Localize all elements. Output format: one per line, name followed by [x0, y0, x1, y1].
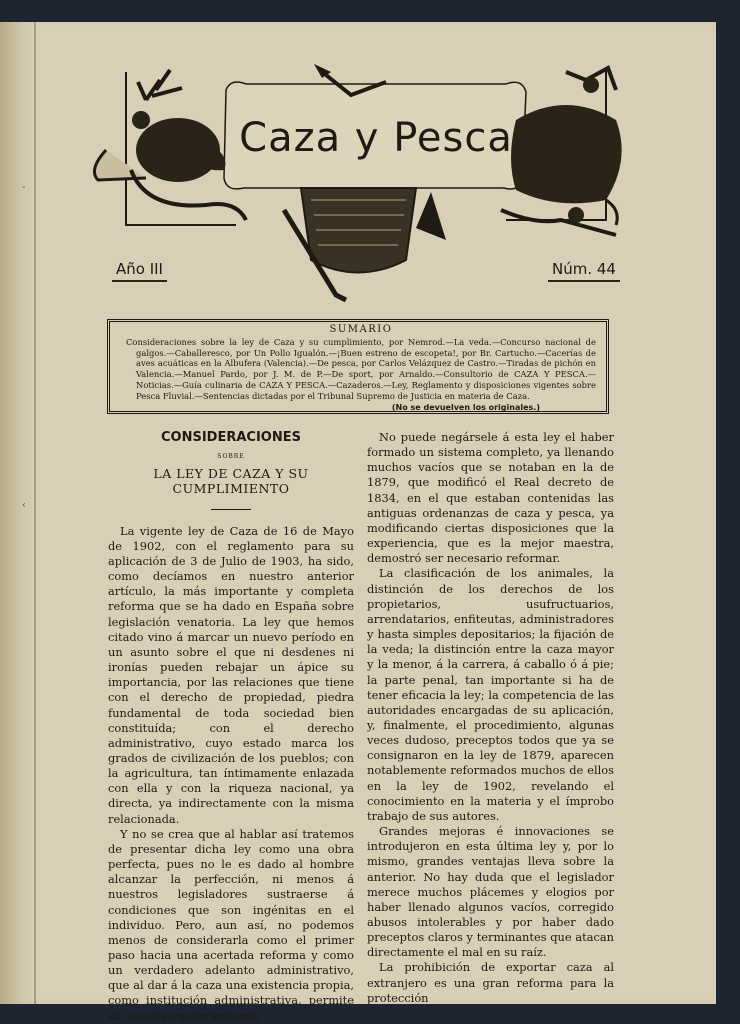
- year-label: Año III: [112, 260, 167, 282]
- divider: [211, 509, 251, 510]
- article-column-right: [367, 430, 614, 1006]
- paragraph: La prohibición de exportar caza al extranjero es una gran reforma para la protección: [367, 960, 614, 1005]
- masthead-title: Caza y Pesca: [239, 115, 513, 161]
- margin-mark: -: [22, 182, 26, 193]
- deer-head-icon: [94, 70, 225, 182]
- issue-number: Núm. 44: [548, 260, 620, 282]
- sumario-note: (No se devuelven los originales.): [391, 402, 540, 412]
- fishing-basket-icon: [284, 188, 446, 300]
- rifle-icon: [501, 210, 616, 235]
- article-subheading: LA LEY DE CAZA Y SU CUMPLIMIENTO: [153, 466, 309, 497]
- article-sobre: SOBRE: [217, 453, 245, 461]
- article-heading: CONSIDERACIONES: [161, 430, 301, 445]
- paragraph: No puede negársele á esta ley el haber formado un sistema completo, ya llenando muchos vacíos que se notaban en la de 1879, que modificó el Real decreto de 1834, en el que estaban contenidas las antiguas ordenanzas de caza y pesca, ya modificando ciertas disposiciones que la experiencia, que es la mejor maestra, demostró ser necesario reformar.: [367, 430, 614, 566]
- margin-mark: ‹: [22, 500, 26, 511]
- page-fold: [34, 22, 36, 1004]
- paragraph: La clasificación de los animales, la distinción de los derechos de los propietarios, usufructuarios, arrendatarios, enfiteutas, administradores y hasta simples depositarios; la fijación de la veda; la distinción entre la caza mayor y la menor, á la carrera, á caballo ó á pie; la parte penal, tan importante si ha de tener eficacia la ley; la competencia de las autoridades encargadas de su aplicación, y, finalmente, el procedimiento, algunas veces dudoso, preceptos todos que ya se consignaron en la ley de 1879, aparecen notablemente reformados muchos de ellos en la ley de 1902, revelando el conocimiento en la materia y el ímprobo trabajo de sus autores.: [367, 566, 614, 823]
- sumario-body: Consideraciones sobre la ley de Caza y su cumplimiento, por Nemrod.—La veda.—Concurso nacional de galgos.—Caballeresco, por Un Pollo Igualón.—¡Buen estreno de escopeta!, por Br. Cartucho.—Cacerías de aves acuáticas en la Albufera (Valencia).—De pesca, por Carlos Velázquez de Castro.—Tiradas de pichón en Valencia.—Manuel Pardo, por J. M. de P.—De sport, por Arnaldo.—Consultorio de CAZA Y PESCA.—Noticias.—Guía culinaria de CAZA Y PESCA.—Cazaderos.—Ley, Reglamento y disposiciones vigentes sobre Pesca Fluvial.—Sentencias dictadas por el Tribunal Supremo de Justicia en materia de Caza.: [126, 336, 596, 401]
- paragraph: La vigente ley de Caza de 16 de Mayo de 1902, con el reglamento para su aplicación de 3 de Julio de 1903, ha sido, como decíamos en nuestro anterior artículo, la más importante y completa reforma que se ha dado en España sobre legislación venatoria. La ley que hemos citado vino á marcar un nuevo período en un asunto sobre el que ni desdenes ni ironías pueden rebajar un ápice su importancia, por las relaciones que tiene con el derecho de propiedad, piedra fundamental de toda sociedad bien constituída; con el derecho administrativo, cuyo estado marca los grados de civilización de los pueblos; con la agricultura, tan íntimamente enlazada con ella y con la riqueza nacional, ya directa, ya indirectamente con la misma relacionada.: [108, 523, 354, 826]
- paragraph: Grandes mejoras é innovaciones se introdujeron en esta última ley y, por lo mismo, grandes ventajas lleva sobre la anterior. No hay duda que el legislador merece muchos plácemes y elogios por haber llenado algunos vacíos, corregido abusos intolerables y por haber dado preceptos claros y terminantes que atacan directamente el mal en su raíz.: [367, 824, 614, 960]
- article-column-left: [108, 430, 354, 1024]
- sumario-box: [107, 319, 609, 414]
- sumario-title: SUMARIO: [329, 324, 393, 335]
- paragraph: Y no se crea que al hablar así tratemos de presentar dicha ley como una obra perfecta, pues no le es dado al hombre alcanzar la perfección, ni menos á nuestros legisladores sustraerse á condiciones que son ingénitas en el individuo. Pero, aun así, no podemos menos de considerarla como el primer paso hacia una acertada reforma y como un verdadero adelanto administrativo, que al dar á la caza una existencia propia, como institución administrativa, permite su sucesivo mejoramiento.: [108, 826, 354, 1023]
